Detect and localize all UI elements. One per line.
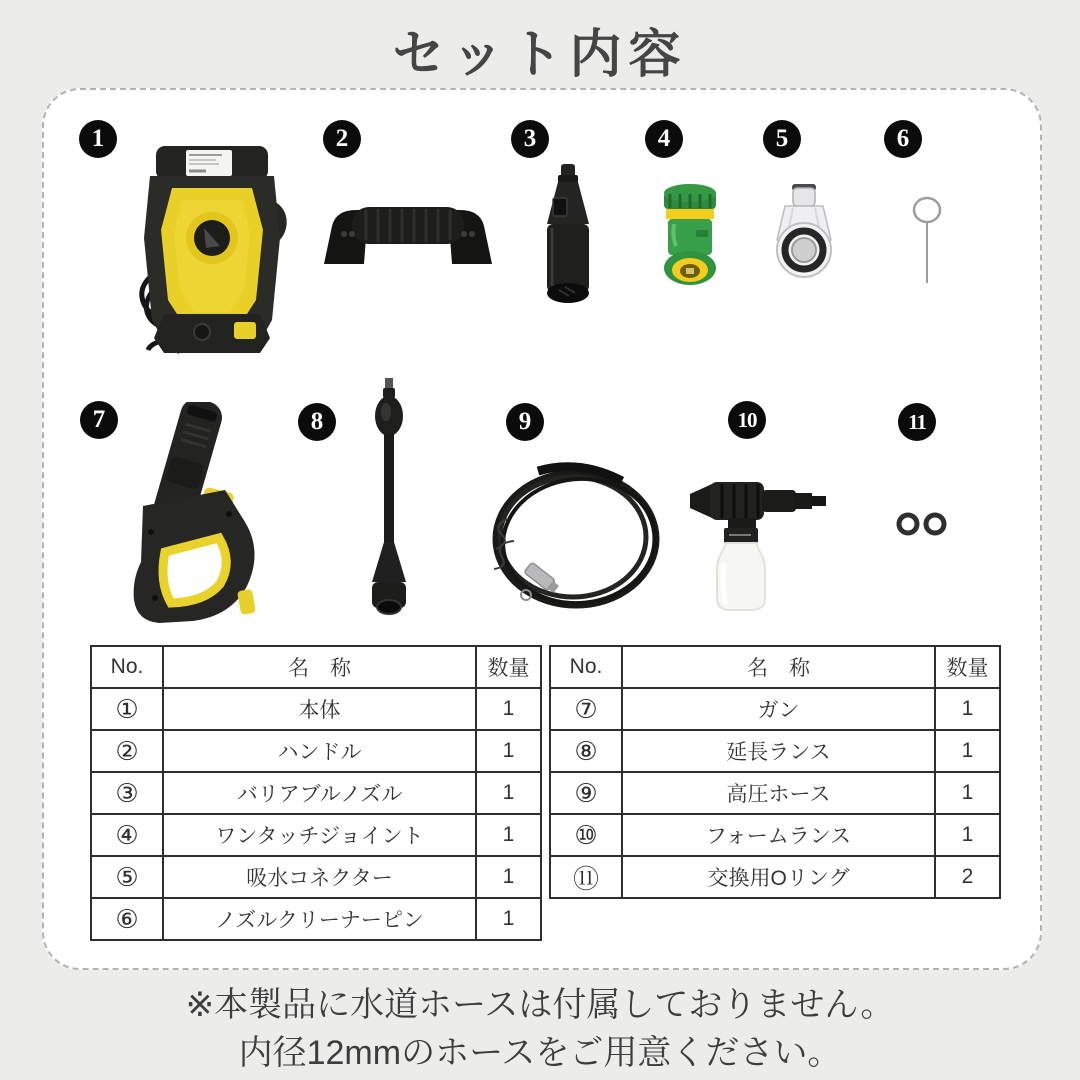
row-no: ⑥ bbox=[91, 898, 163, 940]
parts-table-left bbox=[90, 645, 542, 941]
table-row bbox=[91, 814, 541, 856]
row-qty: 1 bbox=[476, 856, 541, 898]
row-qty: 1 bbox=[476, 688, 541, 730]
table-row bbox=[550, 856, 1000, 898]
high-pressure-hose-image bbox=[480, 457, 662, 615]
footer-note bbox=[0, 981, 1080, 1077]
trigger-gun-image bbox=[107, 402, 265, 624]
table-row bbox=[91, 688, 541, 730]
row-qty: 1 bbox=[935, 772, 1000, 814]
table-header-row bbox=[550, 646, 1000, 688]
nozzle-cleaner-pin-image bbox=[905, 195, 949, 285]
row-qty: 2 bbox=[935, 856, 1000, 898]
table-row bbox=[91, 730, 541, 772]
item-7-badge: 7 bbox=[80, 401, 118, 439]
qty-header: 数量 bbox=[476, 646, 541, 688]
row-name: ハンドル bbox=[163, 730, 476, 772]
item-9-badge: 9 bbox=[506, 403, 544, 441]
row-no: ⑤ bbox=[91, 856, 163, 898]
qty-header: 数量 bbox=[935, 646, 1000, 688]
row-no: ⑩ bbox=[550, 814, 622, 856]
no-header: No. bbox=[550, 646, 622, 688]
replacement-o-rings-image bbox=[895, 510, 949, 538]
pressure-washer-main-unit-image bbox=[122, 142, 302, 357]
footer-note-line2: 内径12mmのホースをご用意ください。 bbox=[238, 1034, 842, 1072]
row-name: ガン bbox=[622, 688, 935, 730]
row-name: 延長ランス bbox=[622, 730, 935, 772]
item-5-badge: 5 bbox=[763, 120, 801, 158]
item-10-badge: 10 bbox=[728, 401, 766, 439]
one-touch-joint-image bbox=[660, 182, 720, 287]
table-row bbox=[550, 688, 1000, 730]
row-name: ノズルクリーナーピン bbox=[163, 898, 476, 940]
parts-table-right bbox=[549, 645, 1001, 899]
row-no: ③ bbox=[91, 772, 163, 814]
item-2-badge: 2 bbox=[323, 120, 361, 158]
name-header: 名 称 bbox=[622, 646, 935, 688]
row-qty: 1 bbox=[476, 898, 541, 940]
row-name: ワンタッチジョイント bbox=[163, 814, 476, 856]
table-row bbox=[550, 730, 1000, 772]
water-intake-connector-image bbox=[773, 182, 835, 282]
row-name: 高圧ホース bbox=[622, 772, 935, 814]
row-qty: 1 bbox=[935, 814, 1000, 856]
carry-handle-image bbox=[322, 200, 494, 266]
table-header-row bbox=[91, 646, 541, 688]
variable-nozzle-image bbox=[537, 162, 599, 307]
row-qty: 1 bbox=[476, 730, 541, 772]
row-qty: 1 bbox=[476, 814, 541, 856]
row-no: ① bbox=[91, 688, 163, 730]
footer-note-line1: ※本製品に水道ホースは付属しておりません。 bbox=[185, 986, 895, 1024]
row-no: ⑪ bbox=[550, 856, 622, 898]
row-no: ② bbox=[91, 730, 163, 772]
extension-lance-image bbox=[359, 378, 419, 618]
row-name: フォームランス bbox=[622, 814, 935, 856]
row-name: 吸水コネクター bbox=[163, 856, 476, 898]
foam-lance-image bbox=[688, 468, 838, 615]
row-name: バリアブルノズル bbox=[163, 772, 476, 814]
table-row bbox=[550, 814, 1000, 856]
item-3-badge: 3 bbox=[511, 120, 549, 158]
set-contents-card bbox=[42, 88, 1042, 970]
page-title: セット内容 bbox=[392, 26, 688, 84]
table-row bbox=[91, 856, 541, 898]
table-row bbox=[550, 772, 1000, 814]
item-4-badge: 4 bbox=[645, 120, 683, 158]
row-no: ⑨ bbox=[550, 772, 622, 814]
row-no: ④ bbox=[91, 814, 163, 856]
item-11-badge: 11 bbox=[898, 403, 936, 441]
row-qty: 1 bbox=[935, 688, 1000, 730]
row-qty: 1 bbox=[935, 730, 1000, 772]
row-name: 交換用Oリング bbox=[622, 856, 935, 898]
item-1-badge: 1 bbox=[79, 120, 117, 158]
row-name: 本体 bbox=[163, 688, 476, 730]
name-header: 名 称 bbox=[163, 646, 476, 688]
item-6-badge: 6 bbox=[884, 120, 922, 158]
row-no: ⑧ bbox=[550, 730, 622, 772]
table-row bbox=[91, 898, 541, 940]
no-header: No. bbox=[91, 646, 163, 688]
table-row bbox=[91, 772, 541, 814]
row-no: ⑦ bbox=[550, 688, 622, 730]
row-qty: 1 bbox=[476, 772, 541, 814]
item-8-badge: 8 bbox=[298, 403, 336, 441]
